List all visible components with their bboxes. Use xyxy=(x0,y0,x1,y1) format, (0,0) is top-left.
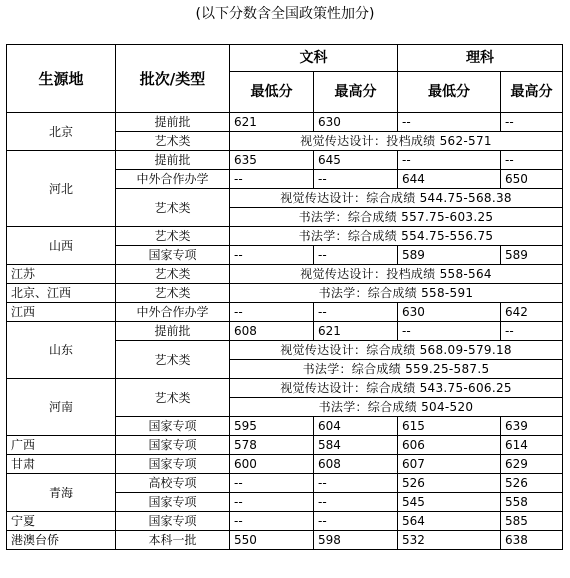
batch-cell: 中外合作办学 xyxy=(116,170,230,189)
region-cell: 山西 xyxy=(7,227,116,265)
table-row xyxy=(7,303,563,322)
table-row xyxy=(7,151,563,170)
arts-min-cell: 550 xyxy=(230,531,314,550)
batch-cell: 提前批 xyxy=(116,113,230,132)
region-cell: 宁夏 xyxy=(7,512,116,531)
table-body xyxy=(7,113,563,550)
table-row xyxy=(7,474,563,493)
composite-score-note: 视觉传达设计：综合成绩 568.09-579.18 xyxy=(230,341,563,360)
region-cell: 河北 xyxy=(7,151,116,227)
region-cell: 江苏 xyxy=(7,265,116,284)
composite-score-note: 书法学：综合成绩 504-520 xyxy=(230,398,563,417)
region-cell: 北京 xyxy=(7,113,116,151)
arts-max-cell: -- xyxy=(314,170,398,189)
arts-min-cell: -- xyxy=(230,474,314,493)
science-min-cell: -- xyxy=(398,322,501,341)
science-min-cell: 545 xyxy=(398,493,501,512)
batch-cell: 高校专项 xyxy=(116,474,230,493)
table-caption: (以下分数含全国政策性加分) xyxy=(195,6,375,22)
science-min-cell: -- xyxy=(398,113,501,132)
batch-cell: 本科一批 xyxy=(116,531,230,550)
table-row xyxy=(7,284,563,303)
arts-min-cell: 578 xyxy=(230,436,314,455)
arts-max-cell: -- xyxy=(314,303,398,322)
table-row xyxy=(7,379,563,398)
science-max-cell: -- xyxy=(501,322,563,341)
composite-score-note: 书法学：综合成绩 554.75-556.75 xyxy=(230,227,563,246)
batch-cell: 国家专项 xyxy=(116,493,230,512)
header-region: 生源地 xyxy=(7,45,116,113)
batch-cell: 中外合作办学 xyxy=(116,303,230,322)
arts-min-cell: -- xyxy=(230,512,314,531)
arts-max-cell: -- xyxy=(314,493,398,512)
batch-cell: 艺术类 xyxy=(116,341,230,379)
arts-min-cell: -- xyxy=(230,303,314,322)
batch-cell: 艺术类 xyxy=(116,379,230,417)
science-min-cell: 589 xyxy=(398,246,501,265)
table-row xyxy=(7,265,563,284)
batch-cell: 艺术类 xyxy=(116,132,230,151)
composite-score-note: 书法学：综合成绩 557.75-603.25 xyxy=(230,208,563,227)
region-cell: 港澳台侨 xyxy=(7,531,116,550)
composite-score-note: 视觉传达设计：投档成绩 558-564 xyxy=(230,265,563,284)
science-max-cell: -- xyxy=(501,151,563,170)
batch-cell: 国家专项 xyxy=(116,436,230,455)
science-min-cell: 630 xyxy=(398,303,501,322)
table-row xyxy=(7,512,563,531)
header-science-max: 最高分 xyxy=(501,72,563,113)
header-arts-max: 最高分 xyxy=(314,72,398,113)
arts-min-cell: 595 xyxy=(230,417,314,436)
science-min-cell: 644 xyxy=(398,170,501,189)
science-min-cell: 615 xyxy=(398,417,501,436)
header-science-min: 最低分 xyxy=(398,72,501,113)
science-min-cell: 526 xyxy=(398,474,501,493)
science-max-cell: 526 xyxy=(501,474,563,493)
arts-min-cell: 621 xyxy=(230,113,314,132)
batch-cell: 艺术类 xyxy=(116,189,230,227)
admission-score-table xyxy=(6,44,563,550)
science-max-cell: 638 xyxy=(501,531,563,550)
arts-min-cell: 635 xyxy=(230,151,314,170)
arts-min-cell: -- xyxy=(230,246,314,265)
arts-max-cell: 621 xyxy=(314,322,398,341)
region-cell: 北京、江西 xyxy=(7,284,116,303)
science-max-cell: -- xyxy=(501,113,563,132)
batch-cell: 艺术类 xyxy=(116,284,230,303)
composite-score-note: 视觉传达设计：综合成绩 544.75-568.38 xyxy=(230,189,563,208)
science-max-cell: 614 xyxy=(501,436,563,455)
arts-max-cell: 645 xyxy=(314,151,398,170)
batch-cell: 国家专项 xyxy=(116,512,230,531)
arts-max-cell: 598 xyxy=(314,531,398,550)
composite-score-note: 书法学：综合成绩 559.25-587.5 xyxy=(230,360,563,379)
science-max-cell: 650 xyxy=(501,170,563,189)
arts-max-cell: -- xyxy=(314,512,398,531)
science-min-cell: 532 xyxy=(398,531,501,550)
science-max-cell: 558 xyxy=(501,493,563,512)
arts-max-cell: 604 xyxy=(314,417,398,436)
region-cell: 山东 xyxy=(7,322,116,379)
table-row xyxy=(7,227,563,246)
science-min-cell: -- xyxy=(398,151,501,170)
region-cell: 河南 xyxy=(7,379,116,436)
science-max-cell: 589 xyxy=(501,246,563,265)
header-arts-min: 最低分 xyxy=(230,72,314,113)
table-row xyxy=(7,436,563,455)
region-cell: 青海 xyxy=(7,474,116,512)
batch-cell: 提前批 xyxy=(116,151,230,170)
header-batch: 批次/类型 xyxy=(116,45,230,113)
arts-max-cell: 584 xyxy=(314,436,398,455)
composite-score-note: 视觉传达设计：综合成绩 543.75-606.25 xyxy=(230,379,563,398)
arts-min-cell: 608 xyxy=(230,322,314,341)
science-max-cell: 642 xyxy=(501,303,563,322)
arts-max-cell: 630 xyxy=(314,113,398,132)
composite-score-note: 视觉传达设计：投档成绩 562-571 xyxy=(230,132,563,151)
science-min-cell: 606 xyxy=(398,436,501,455)
table-row xyxy=(7,455,563,474)
batch-cell: 提前批 xyxy=(116,322,230,341)
batch-cell: 国家专项 xyxy=(116,455,230,474)
batch-cell: 艺术类 xyxy=(116,227,230,246)
region-cell: 江西 xyxy=(7,303,116,322)
science-max-cell: 639 xyxy=(501,417,563,436)
region-cell: 甘肃 xyxy=(7,455,116,474)
batch-cell: 艺术类 xyxy=(116,265,230,284)
arts-max-cell: 608 xyxy=(314,455,398,474)
arts-max-cell: -- xyxy=(314,246,398,265)
table-row xyxy=(7,113,563,132)
science-max-cell: 629 xyxy=(501,455,563,474)
region-cell: 广西 xyxy=(7,436,116,455)
science-min-cell: 607 xyxy=(398,455,501,474)
table-row xyxy=(7,322,563,341)
composite-score-note: 书法学：综合成绩 558-591 xyxy=(230,284,563,303)
science-max-cell: 585 xyxy=(501,512,563,531)
arts-max-cell: -- xyxy=(314,474,398,493)
table-row xyxy=(7,531,563,550)
header-arts: 文科 xyxy=(230,45,398,72)
arts-min-cell: 600 xyxy=(230,455,314,474)
batch-cell: 国家专项 xyxy=(116,417,230,436)
science-min-cell: 564 xyxy=(398,512,501,531)
batch-cell: 国家专项 xyxy=(116,246,230,265)
arts-min-cell: -- xyxy=(230,493,314,512)
header-science: 理科 xyxy=(398,45,563,72)
arts-min-cell: -- xyxy=(230,170,314,189)
